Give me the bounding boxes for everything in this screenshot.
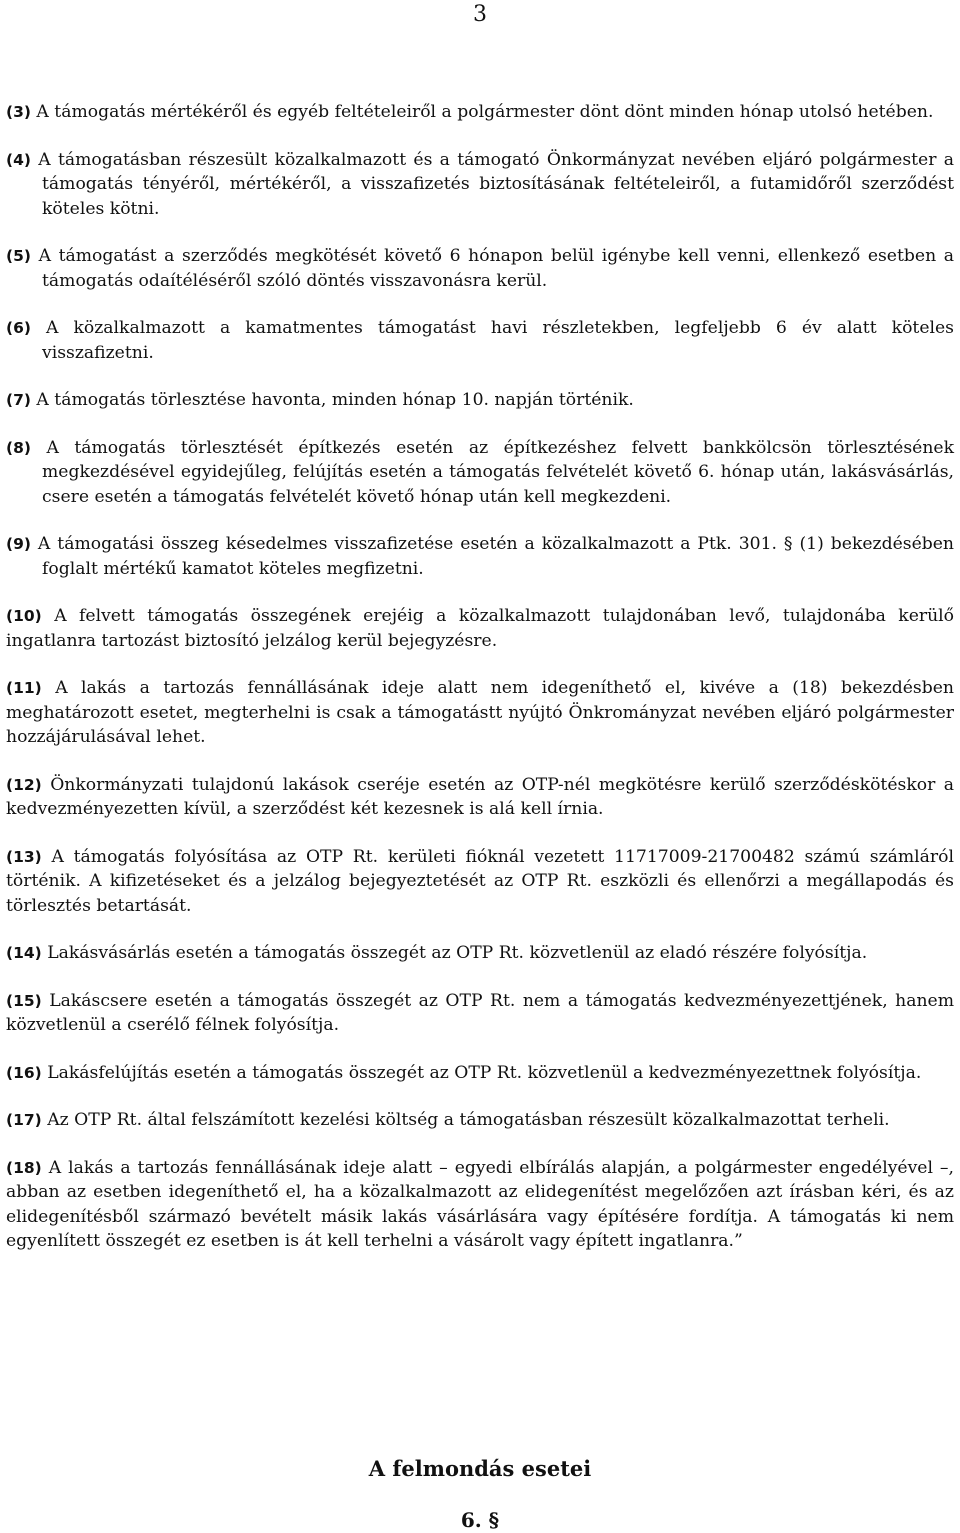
paragraph-text: A támogatás mértékéről és egyéb feltételeiről a polgármester dönt dönt minden hónap utolsó hetében.	[36, 102, 934, 122]
paragraph-number: (7)	[6, 391, 31, 409]
paragraph-number: (10)	[6, 607, 42, 625]
paragraph-text: A felvett támogatás összegének erejéig a közalkalmazott tulajdonában levő, tulajdonába kerülő ingatlanra tartozást biztosító jelzálog kerül bejegyzésre.	[6, 606, 954, 651]
paragraph-7	[6, 388, 954, 413]
paragraph-number: (18)	[6, 1158, 42, 1177]
paragraph-9	[6, 532, 954, 581]
paragraph-17	[6, 1108, 954, 1133]
paragraph-number: (4)	[6, 150, 31, 169]
paragraph-text: A támogatás törlesztését építkezés esetén az építkezéshez felvett bankkölcsön törlesztésének megkezdésével egyidejűleg, felújítás esetén a támogatás felvételét követő 6. hónap után, lakásvásárlás, csere esetén a támogatás felvételét követő hónap után kell megkezdeni.	[42, 437, 954, 507]
paragraph-15	[6, 989, 954, 1038]
paragraph-text: Önkormányzati tulajdonú lakások cseréje esetén az OTP-nél megkötésre kerülő szerződéskötéskor a kedvezményezetten kívül, a szerződést két kezesnek is alá kell írnia.	[6, 774, 954, 819]
paragraph-5	[6, 244, 954, 293]
paragraph-number: (12)	[6, 775, 42, 794]
paragraph-text: A támogatás törlesztése havonta, minden hónap 10. napján történik.	[36, 390, 634, 410]
paragraph-text: Lakásfelújítás esetén a támogatás összegét az OTP Rt. közvetlenül a kedvezményezettnek folyósítja.	[47, 1062, 922, 1083]
paragraph-text: A lakás a tartozás fennállásának ideje alatt nem idegeníthető el, kivéve a (18) bekezdésben meghatározott esetet, megterhelni is csak a támogatástt nyújtó Önkrományzat nevében eljáró polgármester hozzájárulásával lehet.	[6, 678, 954, 747]
paragraph-number: (14)	[6, 944, 42, 962]
paragraph-8	[6, 436, 954, 510]
paragraph-text: A támogatásban részesült közalkalmazott és a támogató Önkormányzat nevében eljáró polgármester a támogatás tényéről, mértékéről, a visszafizetés biztosításának feltételeiről, a futamidőről szerződést köteles kötni.	[38, 149, 954, 219]
paragraph-number: (16)	[6, 1063, 42, 1082]
paragraph-14	[6, 941, 954, 966]
paragraph-text: Az OTP Rt. által felszámított kezelési költség a támogatásban részesült közalkalmazottat terheli.	[47, 1110, 890, 1130]
paragraph-text: Lakáscsere esetén a támogatás összegét az OTP Rt. nem a támogatás kedvezményezettjének, hanem közvetlenül a cserélő félnek folyósítja.	[6, 990, 954, 1035]
document-body	[6, 100, 954, 1277]
page-number: 3	[473, 2, 487, 27]
paragraph-text: A támogatási összeg késedelmes visszafizetése esetén a közalkalmazott a Ptk. 301. § (1) bekezdésében foglalt mértékű kamatot köteles megfizetni.	[37, 534, 955, 579]
paragraph-text: A támogatást a szerződés megkötését követő 6 hónapon belül igénybe kell venni, ellenkező esetben a támogatás odaítéléséről szóló döntés visszavonásra kerül.	[38, 246, 954, 291]
paragraph-number: (11)	[6, 679, 42, 697]
section-number: 6. §	[460, 1508, 500, 1532]
paragraph-number: (3)	[6, 103, 31, 121]
paragraph-4	[6, 148, 954, 222]
paragraph-3	[6, 100, 954, 125]
paragraph-13	[6, 845, 954, 919]
paragraph-text: Lakásvásárlás esetén a támogatás összegét az OTP Rt. közvetlenül az eladó részére folyósítja.	[47, 943, 868, 963]
paragraph-text: A támogatás folyósítása az OTP Rt. kerületi fióknál vezetett 11717009-21700482 számú számláról történik. A kifizetéseket és a jelzálog bejegyeztetését az OTP Rt. eszközli és ellenőrzi a megállapodás és törlesztés betartását.	[6, 846, 954, 916]
paragraph-number: (17)	[6, 1111, 42, 1129]
paragraph-text: A közalkalmazott a kamatmentes támogatást havi részletekben, legfeljebb 6 év alatt köteles visszafizetni.	[42, 318, 954, 363]
paragraph-16	[6, 1061, 954, 1086]
paragraph-number: (6)	[6, 319, 31, 337]
paragraph-number: (15)	[6, 991, 42, 1010]
paragraph-number: (13)	[6, 847, 42, 866]
paragraph-6	[6, 316, 954, 365]
paragraph-number: (8)	[6, 438, 31, 457]
paragraph-number: (5)	[6, 247, 31, 265]
paragraph-text: A lakás a tartozás fennállásának ideje alatt – egyedi elbírálás alapján, a polgármester engedélyével –, abban az esetben idegeníthető el, ha a közalkalmazott az elidegenítést megelőzően azt írásban kéri, és az elidegenítésből származó bevételt másik lakás vásárlására vagy építésére fordítja. A támogatás ki nem egyenlített összegét ez esetben is át kell terhelni a vásárolt vagy épített ingatlanra.”	[6, 1157, 954, 1251]
paragraph-18	[6, 1156, 954, 1254]
section-heading: A felmondás esetei	[368, 1456, 592, 1481]
paragraph-number: (9)	[6, 535, 31, 553]
paragraph-12	[6, 773, 954, 822]
paragraph-10	[6, 604, 954, 653]
paragraph-11	[6, 676, 954, 750]
